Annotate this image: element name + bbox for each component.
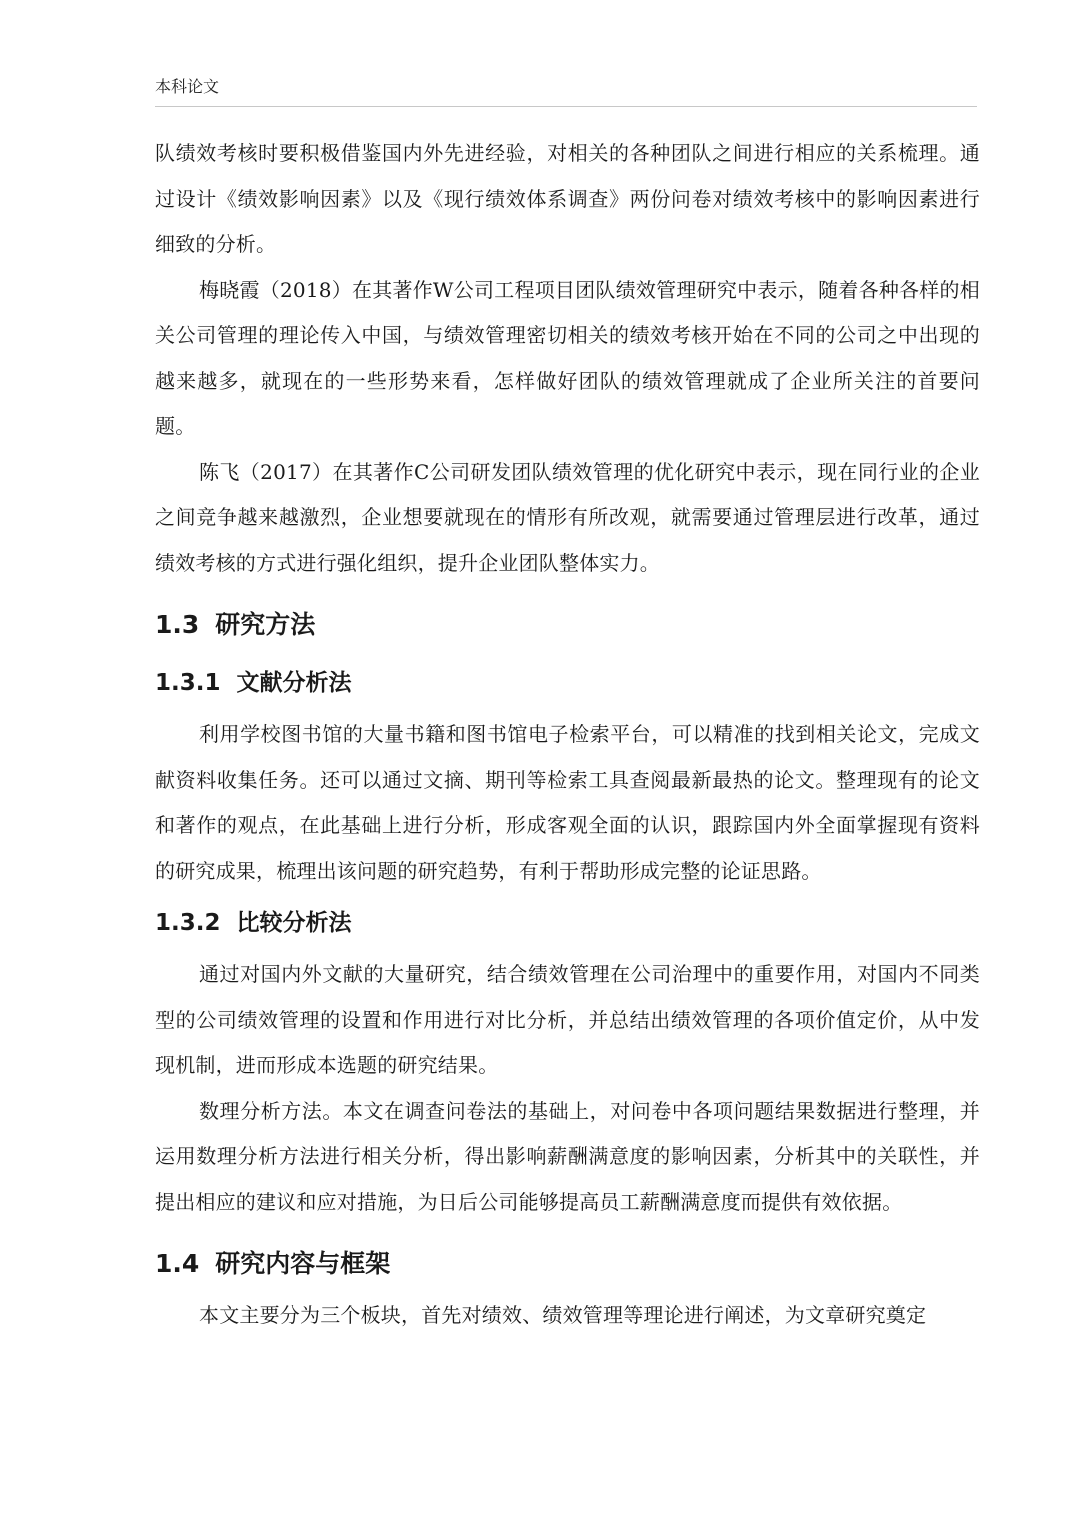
section-title: 研究方法 [215,610,316,639]
subsection-title: 比较分析法 [236,910,352,936]
paragraph-mathematical-analysis: 数理分析方法。本文在调查问卷法的基础上，对问卷中各项问题结果数据进行整理，并运用数理分析方法进行相关分析，得出影响薪酬满意度的影响因素，分析其中的关联性，并提出相应的建议和应对措施，为日后公司能够提高员工薪酬满意度而提供有效依据。 [155,1098,980,1214]
section-heading-1-4 [155,1235,980,1293]
paragraph-continuation: 队绩效考核时要积极借鉴国内外先进经验，对相关的各种团队之间进行相应的关系梳理。通过设计《绩效影响因素》以及《现行绩效体系调查》两份问卷对绩效考核中的影响因素进行细致的分析。 [155,141,980,256]
subsection-title: 文献分析法 [236,670,352,696]
paragraph-comparative-analysis: 通过对国内外文献的大量研究，结合绩效管理在公司治理中的重要作用，对国内不同类型的公司绩效管理的设置和作用进行对比分析，并总结出绩效管理的各项价值定价，从中发现机制，进而形成本选题的研究结果。 [155,962,980,1077]
section-title: 研究内容与框架 [215,1249,391,1278]
paragraph-literature-analysis: 利用学校图书馆的大量书籍和图书馆电子检索平台，可以精准的找到相关论文，完成文献资料收集任务。还可以通过文摘、期刊等检索工具查阅最新最热的论文。整理现有的论文和著作的观点，在此基础上进行分析，形成客观全面的认识，跟踪国内外全面掌握现有资料的研究成果，梳理出该问题的研究趋势，有利于帮助形成完整的论证思路。 [155,722,980,883]
subsection-heading-1-3-1 [155,654,980,712]
header-rule [155,106,977,107]
section-heading-1-3 [155,596,980,654]
section-number: 1.4 [155,1249,200,1278]
section-number: 1.3 [155,610,200,639]
paragraph-research-content: 本文主要分为三个板块，首先对绩效、绩效管理等理论进行阐述，为文章研究奠定 [199,1303,927,1327]
body-content [155,131,980,1339]
subsection-number: 1.3.2 [155,910,221,936]
paragraph-mei-xiaoxia: 梅晓霞（2018）在其著作W公司工程项目团队绩效管理研究中表示，随着各种各样的相关公司管理的理论传入中国，与绩效管理密切相关的绩效考核开始在不同的公司之中出现的越来越多，就现在的一些形势来看，怎样做好团队的绩效管理就成了企业所关注的首要问题。 [155,277,980,438]
paragraph-chen-fei: 陈飞（2017）在其著作C公司研发团队绩效管理的优化研究中表示，现在同行业的企业之间竞争越来越激烈，企业想要就现在的情形有所改观，就需要通过管理层进行改革，通过绩效考核的方式进行强化组织，提升企业团队整体实力。 [155,459,980,575]
subsection-number: 1.3.1 [155,670,221,696]
subsection-heading-1-3-2 [155,894,980,952]
running-header: 本科论文 [155,77,220,96]
